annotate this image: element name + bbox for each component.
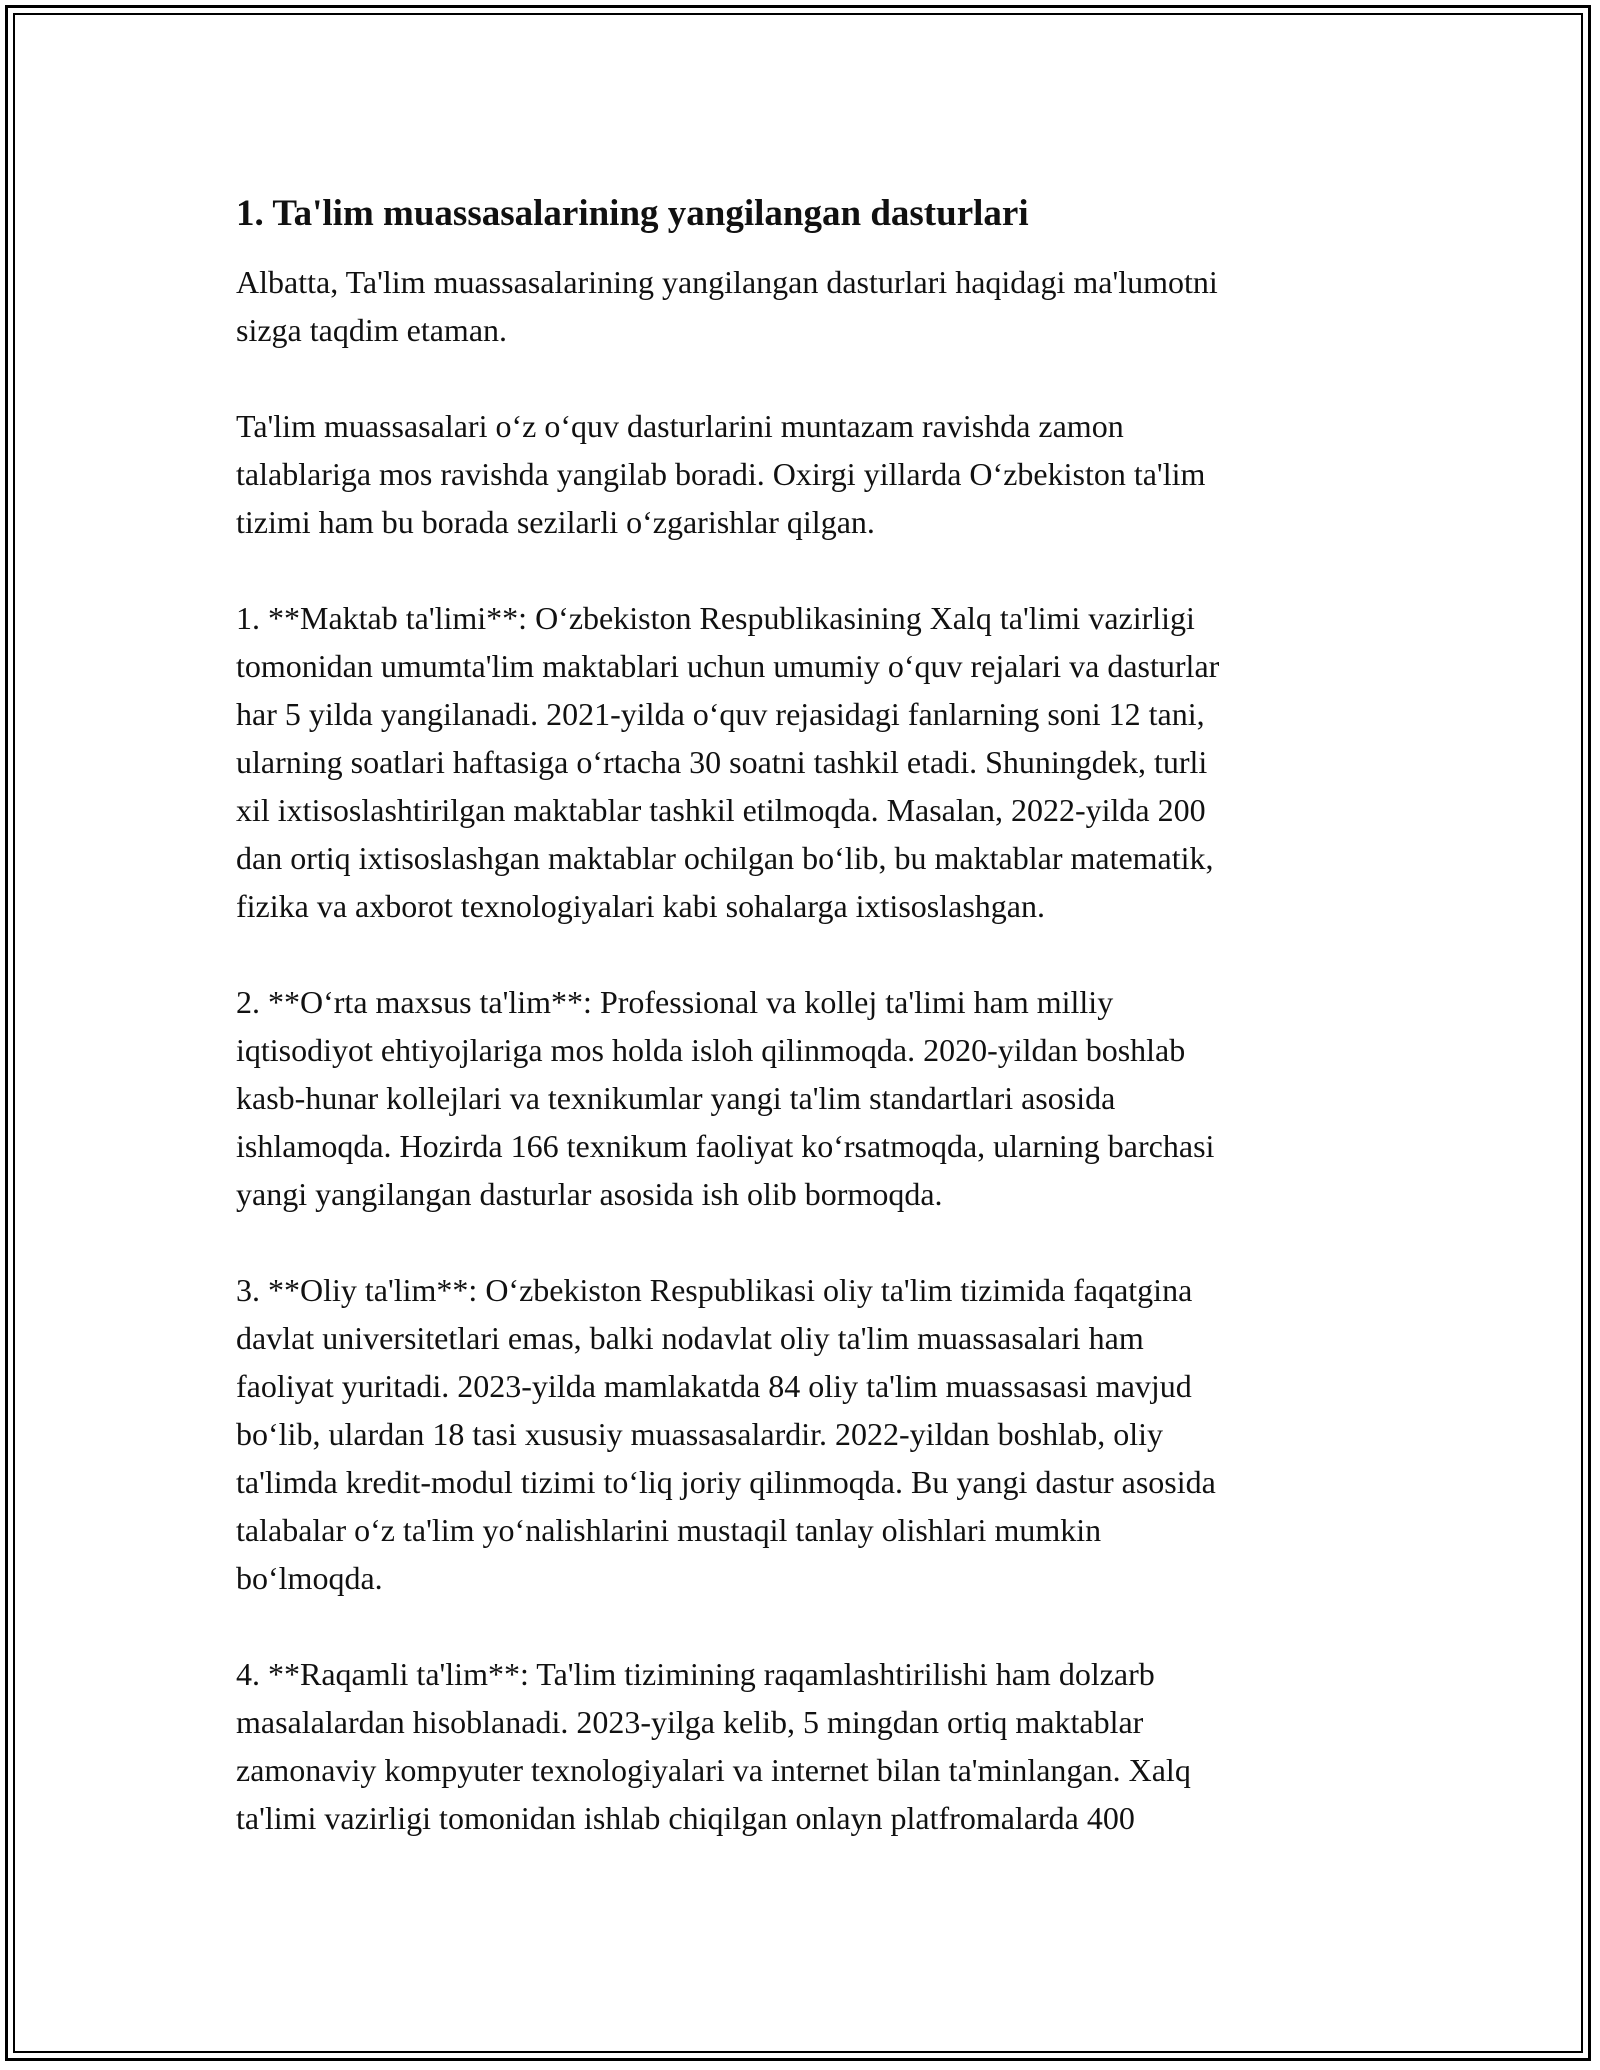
text-line: xil ixtisoslashtirilgan maktablar tashkil etilmoqda. Masalan, 2022-yilda 200 [236,792,1206,828]
text-line: kasb-hunar kollejlari va texnikumlar yangi ta'lim standartlari asosida [236,1080,1116,1116]
text-line: dan ortiq ixtisoslashgan maktablar ochilgan bo‘lib, bu maktablar matematik, [236,840,1214,876]
text-line: ta'limda kredit-modul tizimi to‘liq joriy qilinmoqda. Bu yangi dastur asosida [236,1464,1216,1500]
text-line: har 5 yilda yangilanadi. 2021-yilda o‘quv rejasidagi fanlarning soni 12 tani, [236,696,1205,732]
text-line: ishlamoqda. Hozirda 166 texnikum faoliyat ko‘rsatmoqda, ularning barchasi [236,1128,1215,1164]
text-line: fizika va axborot texnologiyalari kabi sohalarga ixtisoslashgan. [236,888,1045,924]
text-line: 4. **Raqamli ta'lim**: Ta'lim tizimining raqamlashtirilishi ham dolzarb [236,1656,1155,1692]
paragraph-1 [236,258,1386,354]
text-line: faoliyat yuritadi. 2023-yilda mamlakatda 84 oliy ta'lim muassasasi mavjud [236,1368,1192,1404]
text-line: Albatta, Ta'lim muassasalarining yangilangan dasturlari haqidagi ma'lumotni [236,264,1218,300]
text-line: 2. **O‘rta maxsus ta'lim**: Professional va kollej ta'limi ham milliy [236,984,1114,1020]
text-line: masalalardan hisoblanadi. 2023-yilga kelib, 5 mingdan ortiq maktablar [236,1704,1144,1740]
text-line: talablariga mos ravishda yangilab boradi. Oxirgi yillarda O‘zbekiston ta'lim [236,456,1206,492]
paragraph-5 [236,1266,1386,1602]
text-line: tomonidan umumta'lim maktablari uchun umumiy o‘quv rejalari va dasturlar [236,648,1220,684]
text-line: iqtisodiyot ehtiyojlariga mos holda isloh qilinmoqda. 2020-yildan boshlab [236,1032,1186,1068]
text-line: tizimi ham bu borada sezilarli o‘zgarishlar qilgan. [236,504,875,540]
document-body [236,188,1386,1890]
text-line: talabalar o‘z ta'lim yo‘nalishlarini mustaqil tanlay olishlari mumkin [236,1512,1102,1548]
text-line: davlat universitetlari emas, balki nodavlat oliy ta'lim muassasalari ham [236,1320,1144,1356]
paragraph-list [236,258,1386,1842]
text-line: sizga taqdim etaman. [236,312,508,348]
text-line: ta'limi vazirligi tomonidan ishlab chiqilgan onlayn platfromalarda 400 [236,1800,1135,1836]
text-line: zamonaviy kompyuter texnologiyalari va internet bilan ta'minlangan. Xalq [236,1752,1191,1788]
text-line: Ta'lim muassasalari o‘z o‘quv dasturlarini muntazam ravishda zamon [236,408,1124,444]
paragraph-6 [236,1650,1386,1842]
text-line: ularning soatlari haftasiga o‘rtacha 30 soatni tashkil etadi. Shuningdek, turli [236,744,1208,780]
paragraph-3 [236,594,1386,930]
paragraph-4 [236,978,1386,1218]
text-line: 3. **Oliy ta'lim**: O‘zbekiston Respublikasi oliy ta'lim tizimida faqatgina [236,1272,1193,1308]
document-title: 1. Ta'lim muassasalarining yangilangan dasturlari [236,193,1029,234]
text-line: yangi yangilangan dasturlar asosida ish olib bormoqda. [236,1176,943,1212]
text-line: bo‘lmoqda. [236,1560,383,1596]
text-line: 1. **Maktab ta'limi**: O‘zbekiston Respublikasining Xalq ta'limi vazirligi [236,600,1195,636]
text-line: bo‘lib, ulardan 18 tasi xususiy muassasalardir. 2022-yildan boshlab, oliy [236,1416,1163,1452]
paragraph-2 [236,402,1386,546]
